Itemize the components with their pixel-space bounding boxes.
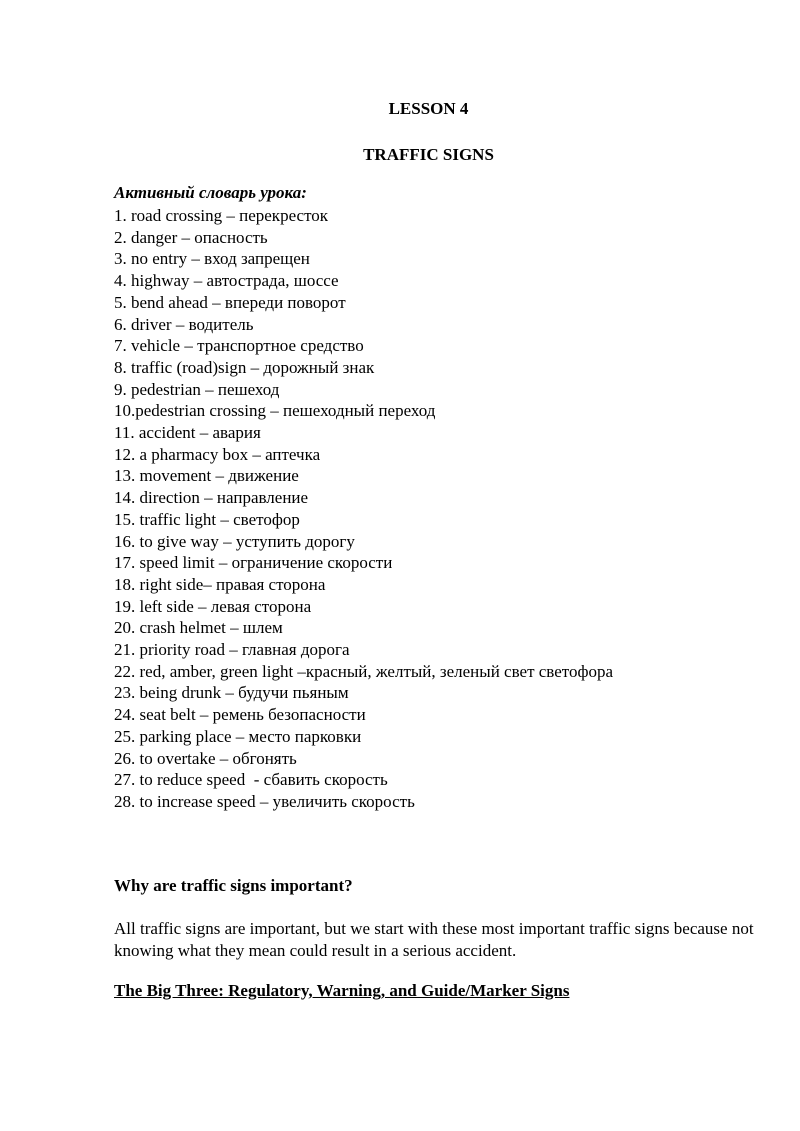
body-paragraph: All traffic signs are important, but we start with these most important traffic signs because not knowing what they mean could result in a serious accident. — [114, 919, 754, 960]
vocabulary-item: 26. to overtake – обгонять — [114, 748, 297, 768]
vocabulary-list — [114, 205, 613, 813]
vocabulary-item: 28. to increase speed – увеличить скорость — [114, 791, 415, 811]
vocabulary-item: 6. driver – водитель — [114, 314, 254, 334]
vocabulary-item: 27. to reduce speed - сбавить скорость — [114, 770, 388, 790]
vocabulary-item: 11. accident – авария — [114, 423, 261, 443]
vocabulary-item: 17. speed limit – ограничение скорости — [114, 553, 393, 573]
vocabulary-item: 10.pedestrian crossing – пешеходный переход — [114, 401, 436, 421]
vocabulary-item: 4. highway – автострада, шоссе — [114, 271, 339, 291]
big-three-heading: The Big Three: Regulatory, Warning, and Guide/Marker Signs — [114, 981, 570, 1000]
vocabulary-item: 1. road crossing – перекресток — [114, 206, 329, 225]
vocabulary-item: 25. parking place – место парковки — [114, 726, 362, 746]
vocabulary-item: 15. traffic light – светофор — [114, 509, 300, 529]
vocabulary-item: 2. danger – опасность — [114, 227, 268, 247]
vocabulary-item: 18. right side– правая сторона — [114, 574, 326, 594]
lesson-title: LESSON 4 — [388, 99, 469, 118]
vocabulary-item: 13. movement – движение — [114, 466, 299, 486]
vocabulary-item: 12. a pharmacy box – аптечка — [114, 444, 321, 464]
section-question: Why are traffic signs important? — [114, 876, 353, 895]
vocabulary-item: 21. priority road – главная дорога — [114, 640, 350, 660]
vocabulary-item: 22. red, amber, green light –красный, желтый, зеленый свет светофора — [114, 661, 614, 681]
vocabulary-item: 9. pedestrian – пешеход — [114, 379, 280, 399]
vocabulary-item: 23. being drunk – будучи пьяным — [114, 683, 349, 703]
vocabulary-item: 20. crash helmet – шлем — [114, 618, 283, 638]
vocabulary-item: 7. vehicle – транспортное средство — [114, 336, 364, 356]
topic-title: TRAFFIC SIGNS — [363, 145, 494, 164]
vocabulary-item: 8. traffic (road)sign – дорожный знак — [114, 357, 375, 377]
vocabulary-item: 16. to give way – уступить дорогу — [114, 531, 355, 551]
vocabulary-item: 24. seat belt – ремень безопасности — [114, 705, 366, 725]
vocabulary-item: 14. direction – направление — [114, 488, 309, 508]
vocabulary-heading: Активный словарь урока: — [114, 183, 307, 202]
vocabulary-item: 3. no entry – вход запрещен — [114, 249, 310, 269]
vocabulary-item: 19. left side – левая сторона — [114, 596, 312, 616]
vocabulary-item: 5. bend ahead – впереди поворот — [114, 292, 346, 312]
